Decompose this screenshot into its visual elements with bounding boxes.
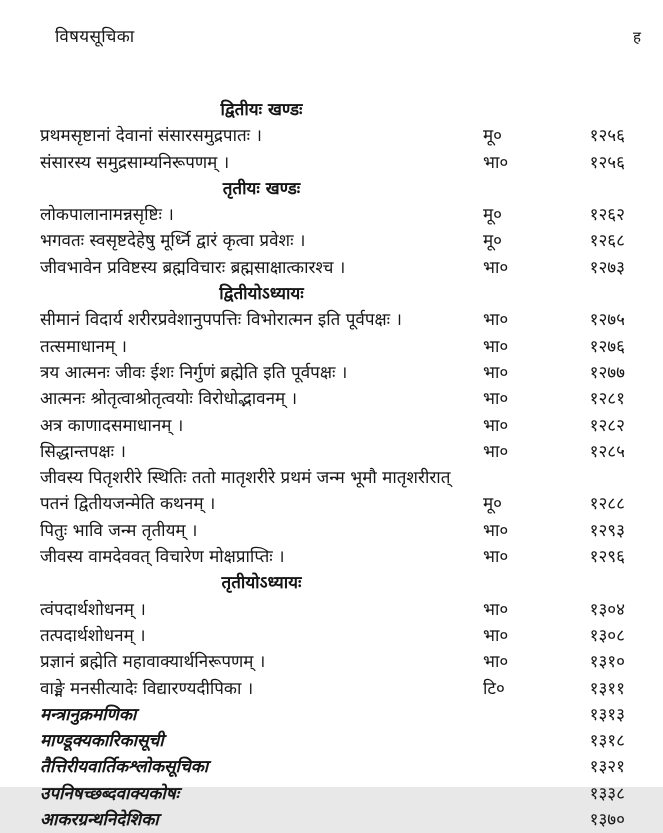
toc-entry [0,228,625,254]
entry-page-number: १२५६ [589,126,625,147]
entry-page-number: १३१३ [589,704,625,725]
entry-title: माण्डूक्यकारिकासूची [40,731,164,752]
toc-entry [0,754,625,780]
entry-title: लोकपालानामन्नसृष्टिः । [40,205,174,226]
toc-entry [0,623,625,649]
entry-source-abbrev: भा० [483,625,509,646]
entry-page-number: १२७३ [589,257,625,278]
entry-page-number: १२८५ [589,441,625,462]
entry-source-abbrev: भा० [483,310,509,331]
entry-page-number: १२९६ [589,547,625,568]
entry-source-abbrev: भा० [483,652,509,673]
section-heading-text: तृतीयः खण्डः [222,178,301,199]
toc-entry [0,491,625,517]
entry-source-abbrev: भा० [483,599,509,620]
entry-source-abbrev: भा० [483,389,509,410]
entry-source-abbrev: भा० [483,152,509,173]
entry-page-number: १२८८ [589,494,625,515]
entry-title: उपनिषच्छब्दवाक्यकोषः [40,783,180,804]
toc-entry [0,334,625,360]
entry-page-number: १३११ [589,678,625,699]
entry-page-number: १२९३ [589,520,625,541]
entry-source-abbrev: भा० [483,441,509,462]
entry-page-number: १३७० [589,810,625,831]
entry-source-abbrev: भा० [483,520,509,541]
folio-number: ह [633,28,641,46]
entry-page-number: १२५६ [589,152,625,173]
toc-list [0,97,663,833]
entry-page-number: १२६२ [589,205,625,226]
entry-source-abbrev: भा० [483,415,509,436]
entry-title: तैत्तिरीयवार्तिकश्लोकसूचिका [40,757,209,778]
entry-title: पितुः भावि जन्म तृतीयम् । [40,520,198,541]
entry-page-number: १२७५ [589,310,625,331]
toc-section-heading [0,97,625,123]
entry-page-number: १२८१ [589,389,625,410]
entry-source-abbrev: मू० [483,231,503,252]
toc-entry [0,649,625,675]
toc-entry [0,413,625,439]
entry-source-abbrev: भा० [483,336,509,357]
entry-source-abbrev: मू० [483,494,503,515]
entry-page-number: १३१८ [589,731,625,752]
entry-page-number: १३०४ [589,599,625,620]
page-header [0,0,663,47]
entry-page-number: १२६८ [589,231,625,252]
entry-page-number: १३२१ [589,757,625,778]
entry-page-number: १२८२ [589,415,625,436]
toc-section-heading [0,570,625,596]
entry-title: जीवस्य पितृशरीरे स्थितिः ततो मातृशरीरे प्रथमं जन्म भूमौ मातृशरीरात् [40,468,451,489]
toc-entry [0,702,625,728]
entry-title: जीवभावेन प्रविष्टस्य ब्रह्मविचारः ब्रह्मसाक्षात्कारश्च । [40,257,346,278]
toc-entry [0,728,625,754]
entry-title: जीवस्य वामदेववत् विचारेण मोक्षप्राप्तिः । [40,547,285,568]
entry-title: आकरग्रन्थनिदेशिका [40,810,159,831]
section-heading-text: द्वितीयः खण्डः [220,100,303,120]
entry-source-abbrev: टि० [483,678,505,699]
entry-title: अत्र काणादसमाधानम् । [40,415,184,436]
entry-source-abbrev: मू० [483,126,503,147]
toc-entry [0,255,625,281]
toc-entry [0,307,625,333]
toc-entry [0,597,625,623]
entry-title: संसारस्य समुद्रसाम्यनिरूपणम् । [40,152,230,173]
toc-entry [0,386,625,412]
toc-section-heading [0,281,625,307]
entry-source-abbrev: मू० [483,205,503,226]
entry-page-number: १३३८ [589,783,625,804]
toc-entry [0,439,625,465]
toc-entry [0,807,625,833]
entry-source-abbrev: भा० [483,257,509,278]
entry-title: सिद्धान्तपक्षः । [40,441,126,462]
entry-title: वाङ्मे मनसीत्यादेः विद्यारण्यदीपिका । [40,678,254,699]
entry-title: त्वंपदार्थशोधनम् । [40,599,146,620]
entry-title: प्रथमसृष्टानां देवानां संसारसमुद्रपातः । [40,126,262,147]
entry-title: भगवतः स्वसृष्टदेहेषु मूर्ध्नि द्वारं कृत्वा प्रवेशः । [40,231,306,252]
entry-title: तत्समाधानम् । [40,336,127,357]
toc-entry [0,465,625,491]
section-heading-text: तृतीयोऽध्यायः [221,573,302,594]
toc-entry [0,518,625,544]
toc-entry [0,360,625,386]
entry-title: आत्मनः श्रोतृत्वाश्रोतृत्वयोः विरोधोद्भावनम् । [40,389,298,410]
entry-title: सीमानं विदार्य शरीरप्रवेशानुपपत्तिः विभोरात्मन इति पूर्वपक्षः । [40,310,402,331]
entry-page-number: १३०८ [589,625,625,646]
entry-title: पतनं द्वितीयजन्मेति कथनम् । [40,494,216,515]
section-heading-text: द्वितीयोऽध्यायः [219,284,304,305]
toc-entry [0,544,625,570]
entry-title: तत्पदार्थशोधनम् । [40,625,146,646]
toc-entry [0,781,625,807]
toc-section-heading [0,176,625,202]
toc-entry [0,150,625,176]
entry-title: प्रज्ञानं ब्रह्मेति महावाक्यार्थनिरूपणम् । [40,652,266,673]
entry-source-abbrev: भा० [483,547,509,568]
entry-page-number: १२७७ [589,362,625,383]
entry-title: त्रय आत्मनः जीवः ईशः निर्गुणं ब्रह्मेति इति पूर्वपक्षः । [40,362,348,383]
toc-entry [0,676,625,702]
entry-title: मन्त्रानुक्रमणिका [40,704,137,725]
entry-source-abbrev: भा० [483,362,509,383]
entry-page-number: १३१० [589,652,625,673]
running-title: विषयसूचिका [55,27,135,47]
entry-page-number: १२७६ [589,336,625,357]
toc-entry [0,202,625,228]
toc-entry [0,123,625,149]
